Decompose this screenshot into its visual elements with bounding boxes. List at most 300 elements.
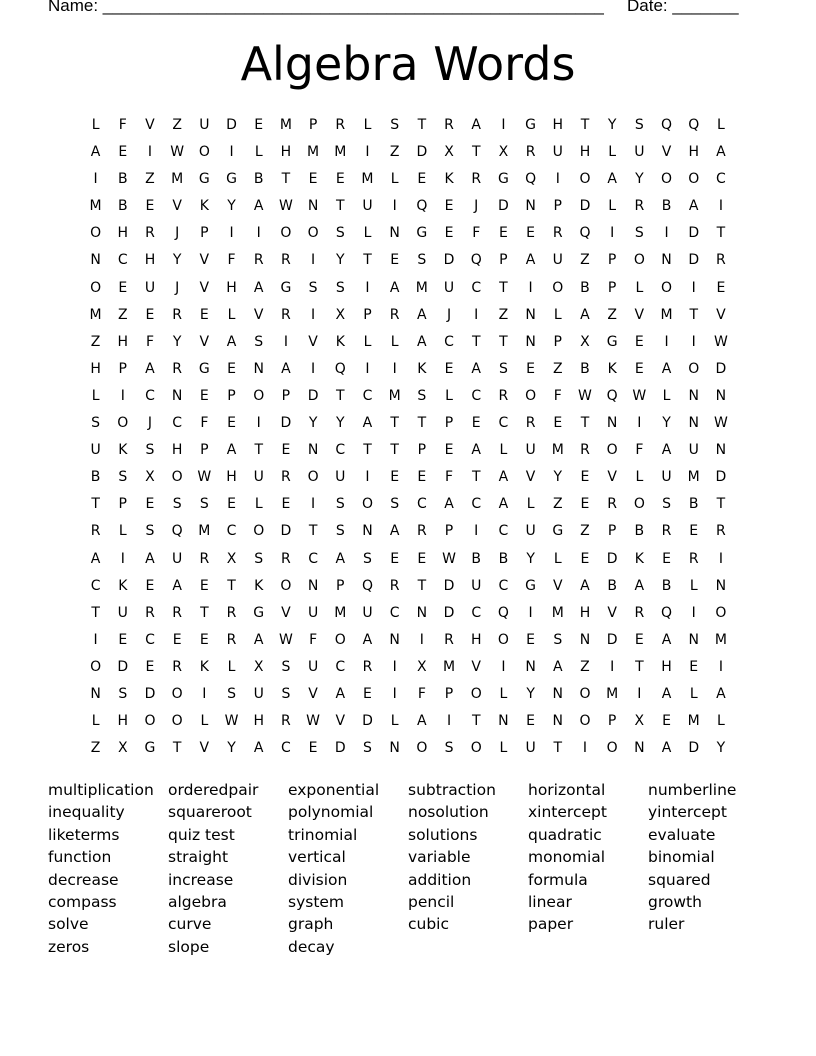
- grid-letter[interactable]: Z: [607, 306, 617, 323]
- grid-letter[interactable]: A: [661, 685, 672, 702]
- grid-letter[interactable]: P: [444, 523, 454, 540]
- grid-letter[interactable]: I: [528, 604, 533, 621]
- grid-letter[interactable]: S: [254, 550, 264, 567]
- grid-letter[interactable]: R: [389, 577, 400, 594]
- grid-letter[interactable]: U: [90, 442, 101, 459]
- grid-letter[interactable]: S: [390, 117, 400, 133]
- grid-letter[interactable]: Z: [389, 144, 400, 161]
- grid-letter[interactable]: L: [91, 117, 100, 133]
- grid-letter[interactable]: C: [145, 631, 155, 648]
- grid-letter[interactable]: X: [145, 469, 155, 486]
- grid-letter[interactable]: W: [224, 713, 239, 730]
- grid-letter[interactable]: E: [471, 415, 481, 432]
- grid-letter[interactable]: I: [311, 306, 316, 323]
- grid-letter[interactable]: M: [307, 144, 320, 161]
- grid-letter[interactable]: S: [91, 415, 101, 432]
- grid-letter[interactable]: S: [335, 496, 345, 513]
- grid-letter[interactable]: I: [392, 198, 397, 215]
- grid-letter[interactable]: Z: [580, 658, 590, 675]
- grid-letter[interactable]: U: [117, 604, 128, 621]
- grid-letter[interactable]: G: [525, 577, 537, 594]
- grid-letter[interactable]: L: [717, 117, 725, 133]
- grid-letter[interactable]: T: [254, 442, 263, 459]
- grid-letter[interactable]: Z: [90, 740, 101, 757]
- grid-letter[interactable]: I: [718, 550, 723, 567]
- grid-letter[interactable]: L: [118, 523, 127, 540]
- grid-letter[interactable]: R: [525, 144, 536, 161]
- grid-letter[interactable]: A: [471, 360, 481, 377]
- grid-letter[interactable]: Y: [662, 415, 671, 432]
- grid-letter[interactable]: A: [661, 360, 672, 377]
- grid-letter[interactable]: M: [198, 523, 211, 540]
- grid-letter[interactable]: V: [661, 144, 672, 161]
- grid-letter[interactable]: I: [256, 225, 261, 242]
- grid-letter[interactable]: Z: [580, 523, 590, 540]
- grid-letter[interactable]: X: [117, 740, 128, 757]
- grid-letter[interactable]: U: [552, 144, 563, 161]
- grid-letter[interactable]: B: [90, 469, 101, 486]
- grid-letter[interactable]: O: [280, 577, 292, 594]
- grid-letter[interactable]: T: [172, 740, 182, 757]
- grid-letter[interactable]: V: [335, 713, 346, 730]
- grid-letter[interactable]: U: [307, 604, 319, 621]
- grid-letter[interactable]: A: [172, 577, 182, 594]
- grid-letter[interactable]: R: [335, 117, 346, 133]
- grid-letter[interactable]: E: [199, 631, 209, 648]
- grid-letter[interactable]: S: [145, 523, 155, 540]
- grid-letter[interactable]: M: [334, 604, 347, 621]
- grid-letter[interactable]: M: [551, 442, 564, 459]
- grid-letter[interactable]: Q: [688, 117, 700, 133]
- grid-letter[interactable]: U: [362, 198, 373, 215]
- grid-letter[interactable]: O: [552, 279, 564, 296]
- grid-letter[interactable]: M: [171, 171, 184, 188]
- grid-letter[interactable]: P: [118, 496, 127, 513]
- grid-letter[interactable]: Q: [661, 117, 673, 133]
- grid-letter[interactable]: R: [552, 225, 563, 242]
- grid-letter[interactable]: O: [525, 387, 537, 404]
- grid-letter[interactable]: A: [498, 496, 509, 513]
- grid-letter[interactable]: K: [199, 658, 209, 675]
- grid-letter[interactable]: B: [661, 577, 672, 594]
- grid-letter[interactable]: L: [91, 387, 100, 404]
- grid-letter[interactable]: S: [308, 279, 318, 296]
- grid-letter[interactable]: E: [444, 442, 454, 459]
- grid-letter[interactable]: I: [365, 144, 370, 161]
- grid-letter[interactable]: H: [144, 252, 156, 269]
- grid-letter[interactable]: C: [498, 577, 509, 594]
- grid-letter[interactable]: K: [254, 577, 264, 594]
- grid-letter[interactable]: R: [281, 713, 291, 730]
- grid-letter[interactable]: B: [117, 171, 128, 188]
- grid-letter[interactable]: J: [474, 198, 479, 215]
- grid-letter[interactable]: C: [90, 577, 101, 594]
- grid-letter[interactable]: M: [388, 387, 401, 404]
- grid-letter[interactable]: I: [365, 360, 370, 377]
- grid-letter[interactable]: S: [118, 685, 128, 702]
- grid-letter[interactable]: O: [416, 740, 428, 757]
- grid-letter[interactable]: E: [526, 631, 536, 648]
- grid-letter[interactable]: L: [91, 713, 100, 730]
- grid-letter[interactable]: N: [525, 658, 536, 675]
- grid-letter[interactable]: R: [716, 252, 726, 269]
- grid-letter[interactable]: K: [335, 333, 345, 350]
- grid-letter[interactable]: L: [717, 713, 725, 730]
- grid-letter[interactable]: N: [688, 387, 699, 404]
- grid-letter[interactable]: O: [253, 387, 265, 404]
- grid-letter[interactable]: L: [390, 713, 399, 730]
- grid-letter[interactable]: V: [308, 685, 318, 702]
- grid-letter[interactable]: O: [688, 171, 700, 188]
- grid-letter[interactable]: Z: [580, 252, 590, 269]
- grid-letter[interactable]: D: [688, 740, 700, 757]
- grid-letter[interactable]: T: [580, 415, 590, 432]
- grid-letter[interactable]: I: [474, 306, 479, 323]
- grid-letter[interactable]: C: [308, 550, 318, 567]
- grid-letter[interactable]: D: [334, 740, 346, 757]
- grid-letter[interactable]: Q: [361, 577, 373, 594]
- grid-letter[interactable]: S: [662, 496, 671, 513]
- grid-letter[interactable]: E: [444, 198, 454, 215]
- grid-letter[interactable]: U: [552, 252, 563, 269]
- grid-letter[interactable]: L: [363, 117, 372, 133]
- grid-letter[interactable]: U: [172, 550, 183, 567]
- grid-letter[interactable]: H: [171, 442, 183, 459]
- grid-letter[interactable]: E: [308, 171, 318, 188]
- grid-letter[interactable]: B: [471, 550, 482, 567]
- grid-letter[interactable]: B: [117, 198, 128, 215]
- grid-letter[interactable]: E: [335, 171, 345, 188]
- grid-letter[interactable]: A: [335, 685, 346, 702]
- grid-letter[interactable]: C: [444, 333, 454, 350]
- grid-letter[interactable]: I: [664, 333, 669, 350]
- grid-letter[interactable]: O: [280, 225, 292, 242]
- grid-letter[interactable]: P: [607, 523, 617, 540]
- grid-letter[interactable]: P: [499, 252, 508, 269]
- grid-letter[interactable]: I: [365, 279, 370, 296]
- grid-letter[interactable]: F: [472, 225, 481, 242]
- grid-letter[interactable]: O: [253, 523, 265, 540]
- grid-letter[interactable]: Z: [172, 117, 182, 133]
- grid-letter[interactable]: F: [200, 415, 209, 432]
- grid-letter[interactable]: E: [580, 550, 590, 567]
- grid-letter[interactable]: I: [691, 604, 696, 621]
- grid-letter[interactable]: I: [120, 387, 125, 404]
- grid-letter[interactable]: M: [89, 306, 102, 323]
- grid-letter[interactable]: L: [363, 333, 372, 350]
- grid-letter[interactable]: R: [634, 198, 645, 215]
- grid-letter[interactable]: W: [197, 469, 212, 486]
- grid-letter[interactable]: F: [553, 387, 562, 404]
- grid-letter[interactable]: A: [444, 496, 454, 513]
- grid-letter[interactable]: N: [307, 577, 319, 594]
- grid-letter[interactable]: I: [147, 144, 153, 161]
- grid-letter[interactable]: S: [634, 117, 644, 133]
- grid-letter[interactable]: R: [607, 496, 618, 513]
- grid-letter[interactable]: I: [501, 117, 506, 133]
- grid-letter[interactable]: D: [715, 360, 727, 377]
- grid-letter[interactable]: N: [389, 631, 400, 648]
- grid-letter[interactable]: N: [715, 577, 727, 594]
- grid-letter[interactable]: A: [253, 740, 264, 757]
- grid-letter[interactable]: C: [471, 604, 482, 621]
- grid-letter[interactable]: D: [715, 469, 727, 486]
- grid-letter[interactable]: A: [498, 469, 509, 486]
- grid-letter[interactable]: N: [307, 198, 319, 215]
- grid-letter[interactable]: T: [580, 117, 590, 133]
- grid-letter[interactable]: C: [716, 171, 726, 188]
- grid-letter[interactable]: O: [606, 442, 618, 459]
- grid-letter[interactable]: E: [227, 415, 236, 432]
- grid-letter[interactable]: S: [281, 685, 291, 702]
- grid-letter[interactable]: U: [471, 577, 482, 594]
- grid-letter[interactable]: O: [579, 713, 591, 730]
- grid-letter[interactable]: I: [311, 252, 316, 269]
- grid-letter[interactable]: L: [553, 306, 562, 323]
- grid-letter[interactable]: E: [689, 523, 699, 540]
- grid-letter[interactable]: C: [172, 415, 183, 432]
- grid-letter[interactable]: N: [606, 415, 618, 432]
- grid-letter[interactable]: A: [253, 279, 264, 296]
- grid-letter[interactable]: A: [145, 550, 155, 567]
- grid-letter[interactable]: M: [606, 685, 619, 702]
- grid-letter[interactable]: E: [390, 550, 400, 567]
- grid-letter[interactable]: E: [227, 496, 236, 513]
- grid-letter[interactable]: O: [90, 225, 102, 242]
- grid-letter[interactable]: A: [417, 333, 427, 350]
- grid-letter[interactable]: N: [525, 333, 536, 350]
- grid-letter[interactable]: R: [389, 306, 400, 323]
- grid-letter[interactable]: D: [443, 252, 455, 269]
- grid-letter[interactable]: A: [389, 523, 400, 540]
- grid-letter[interactable]: O: [90, 658, 102, 675]
- grid-letter[interactable]: J: [175, 225, 180, 242]
- grid-letter[interactable]: B: [607, 577, 617, 594]
- grid-letter[interactable]: R: [444, 631, 454, 648]
- grid-letter[interactable]: I: [392, 360, 397, 377]
- grid-letter[interactable]: X: [335, 306, 346, 323]
- grid-letter[interactable]: P: [417, 442, 427, 459]
- grid-letter[interactable]: D: [362, 713, 373, 730]
- grid-letter[interactable]: X: [634, 713, 645, 730]
- grid-letter[interactable]: N: [362, 523, 373, 540]
- grid-letter[interactable]: D: [280, 415, 292, 432]
- grid-letter[interactable]: H: [661, 658, 672, 675]
- grid-letter[interactable]: A: [226, 333, 237, 350]
- grid-letter[interactable]: R: [634, 604, 645, 621]
- grid-letter[interactable]: E: [580, 496, 590, 513]
- grid-letter[interactable]: V: [716, 306, 726, 323]
- grid-letter[interactable]: F: [118, 117, 127, 133]
- grid-letter[interactable]: O: [361, 496, 373, 513]
- grid-letter[interactable]: X: [253, 658, 264, 675]
- grid-letter[interactable]: O: [470, 685, 482, 702]
- grid-letter[interactable]: S: [227, 685, 236, 702]
- grid-letter[interactable]: W: [578, 387, 592, 404]
- grid-letter[interactable]: R: [281, 306, 291, 323]
- grid-letter[interactable]: Z: [145, 171, 155, 188]
- grid-letter[interactable]: T: [417, 117, 427, 133]
- grid-letter[interactable]: F: [145, 333, 154, 350]
- grid-letter[interactable]: A: [607, 171, 617, 188]
- grid-letter[interactable]: I: [93, 631, 98, 648]
- grid-letter[interactable]: Y: [227, 740, 236, 757]
- grid-letter[interactable]: T: [91, 496, 100, 513]
- grid-letter[interactable]: M: [334, 144, 347, 161]
- grid-letter[interactable]: E: [662, 550, 671, 567]
- grid-letter[interactable]: I: [582, 740, 588, 757]
- grid-letter[interactable]: I: [311, 496, 316, 513]
- grid-letter[interactable]: O: [470, 740, 482, 757]
- grid-letter[interactable]: A: [281, 360, 291, 377]
- grid-letter[interactable]: G: [606, 333, 618, 350]
- grid-letter[interactable]: M: [361, 171, 374, 188]
- grid-letter[interactable]: T: [336, 198, 345, 215]
- grid-letter[interactable]: C: [362, 387, 373, 404]
- grid-letter[interactable]: U: [525, 740, 536, 757]
- grid-letter[interactable]: O: [633, 496, 645, 513]
- grid-letter[interactable]: P: [336, 577, 345, 594]
- grid-letter[interactable]: D: [144, 685, 156, 702]
- grid-letter[interactable]: E: [281, 442, 291, 459]
- grid-letter[interactable]: T: [308, 523, 318, 540]
- grid-letter[interactable]: M: [714, 631, 727, 648]
- grid-letter[interactable]: H: [579, 144, 591, 161]
- grid-letter[interactable]: T: [417, 415, 427, 432]
- grid-letter[interactable]: Y: [607, 117, 617, 133]
- grid-letter[interactable]: H: [90, 360, 101, 377]
- grid-letter[interactable]: A: [716, 144, 726, 161]
- grid-letter[interactable]: V: [172, 198, 182, 215]
- grid-letter[interactable]: O: [90, 279, 102, 296]
- grid-letter[interactable]: B: [580, 360, 590, 377]
- grid-letter[interactable]: O: [334, 631, 346, 648]
- grid-letter[interactable]: O: [579, 685, 591, 702]
- grid-letter[interactable]: Y: [553, 469, 563, 486]
- grid-letter[interactable]: O: [171, 685, 183, 702]
- grid-letter[interactable]: N: [552, 713, 564, 730]
- grid-letter[interactable]: U: [253, 469, 264, 486]
- grid-letter[interactable]: M: [551, 604, 564, 621]
- grid-letter[interactable]: A: [661, 740, 672, 757]
- grid-letter[interactable]: E: [145, 198, 155, 215]
- grid-letter[interactable]: V: [552, 577, 563, 594]
- grid-letter[interactable]: P: [553, 333, 562, 350]
- grid-letter[interactable]: Q: [497, 604, 509, 621]
- grid-letter[interactable]: L: [499, 740, 508, 757]
- grid-letter[interactable]: R: [444, 117, 454, 133]
- grid-letter[interactable]: E: [254, 117, 264, 133]
- grid-letter[interactable]: Y: [526, 685, 535, 702]
- grid-letter[interactable]: N: [715, 442, 727, 459]
- grid-letter[interactable]: Q: [579, 225, 591, 242]
- grid-letter[interactable]: U: [199, 117, 210, 133]
- grid-letter[interactable]: P: [227, 387, 236, 404]
- grid-letter[interactable]: M: [687, 713, 700, 730]
- grid-letter[interactable]: B: [498, 550, 509, 567]
- grid-letter[interactable]: E: [526, 360, 536, 377]
- grid-letter[interactable]: E: [526, 225, 536, 242]
- grid-letter[interactable]: R: [226, 631, 237, 648]
- grid-letter[interactable]: A: [471, 442, 481, 459]
- grid-letter[interactable]: A: [580, 577, 590, 594]
- grid-letter[interactable]: L: [608, 198, 617, 215]
- grid-letter[interactable]: T: [363, 252, 372, 269]
- grid-letter[interactable]: C: [471, 387, 482, 404]
- grid-letter[interactable]: M: [415, 279, 428, 296]
- grid-letter[interactable]: I: [474, 523, 479, 540]
- grid-letter[interactable]: Z: [117, 306, 128, 323]
- grid-letter[interactable]: A: [226, 442, 237, 459]
- grid-letter[interactable]: E: [118, 631, 128, 648]
- grid-letter[interactable]: G: [552, 523, 564, 540]
- grid-letter[interactable]: Z: [498, 306, 509, 323]
- grid-letter[interactable]: E: [308, 740, 318, 757]
- grid-letter[interactable]: C: [498, 523, 509, 540]
- grid-letter[interactable]: H: [280, 144, 292, 161]
- grid-letter[interactable]: L: [445, 387, 453, 404]
- grid-letter[interactable]: D: [688, 225, 700, 242]
- grid-letter[interactable]: I: [311, 360, 316, 377]
- grid-letter[interactable]: I: [691, 279, 696, 296]
- grid-letter[interactable]: S: [281, 658, 291, 675]
- grid-letter[interactable]: C: [498, 415, 509, 432]
- grid-letter[interactable]: A: [389, 279, 400, 296]
- grid-letter[interactable]: D: [117, 658, 129, 675]
- grid-letter[interactable]: P: [607, 279, 617, 296]
- grid-letter[interactable]: R: [172, 360, 183, 377]
- grid-letter[interactable]: O: [579, 171, 591, 188]
- grid-letter[interactable]: F: [445, 469, 454, 486]
- grid-letter[interactable]: O: [171, 713, 183, 730]
- grid-letter[interactable]: E: [580, 469, 590, 486]
- grid-letter[interactable]: O: [198, 144, 210, 161]
- grid-letter[interactable]: K: [607, 360, 617, 377]
- grid-letter[interactable]: B: [580, 279, 590, 296]
- grid-letter[interactable]: Q: [606, 387, 618, 404]
- grid-letter[interactable]: I: [718, 198, 723, 215]
- grid-letter[interactable]: H: [117, 225, 129, 242]
- grid-letter[interactable]: N: [416, 604, 428, 621]
- grid-letter[interactable]: R: [172, 306, 183, 323]
- grid-letter[interactable]: G: [198, 360, 210, 377]
- grid-letter[interactable]: L: [689, 685, 698, 702]
- grid-letter[interactable]: A: [580, 306, 590, 323]
- grid-letter[interactable]: B: [253, 171, 264, 188]
- grid-letter[interactable]: Q: [525, 171, 537, 188]
- grid-letter[interactable]: Q: [470, 252, 482, 269]
- grid-letter[interactable]: S: [335, 279, 345, 296]
- grid-letter[interactable]: L: [689, 577, 698, 594]
- grid-letter[interactable]: U: [525, 523, 536, 540]
- grid-letter[interactable]: C: [471, 496, 482, 513]
- grid-letter[interactable]: W: [632, 387, 647, 404]
- grid-letter[interactable]: G: [416, 225, 428, 242]
- grid-letter[interactable]: R: [199, 550, 210, 567]
- grid-letter[interactable]: B: [661, 198, 672, 215]
- grid-letter[interactable]: R: [661, 523, 672, 540]
- grid-letter[interactable]: S: [417, 252, 427, 269]
- grid-letter[interactable]: I: [229, 225, 234, 242]
- grid-letter[interactable]: P: [363, 306, 372, 323]
- grid-letter[interactable]: N: [90, 252, 101, 269]
- grid-letter[interactable]: R: [281, 550, 291, 567]
- grid-letter[interactable]: A: [634, 577, 645, 594]
- grid-letter[interactable]: U: [307, 658, 319, 675]
- grid-letter[interactable]: E: [199, 306, 209, 323]
- grid-letter[interactable]: A: [362, 415, 373, 432]
- grid-letter[interactable]: H: [552, 117, 564, 133]
